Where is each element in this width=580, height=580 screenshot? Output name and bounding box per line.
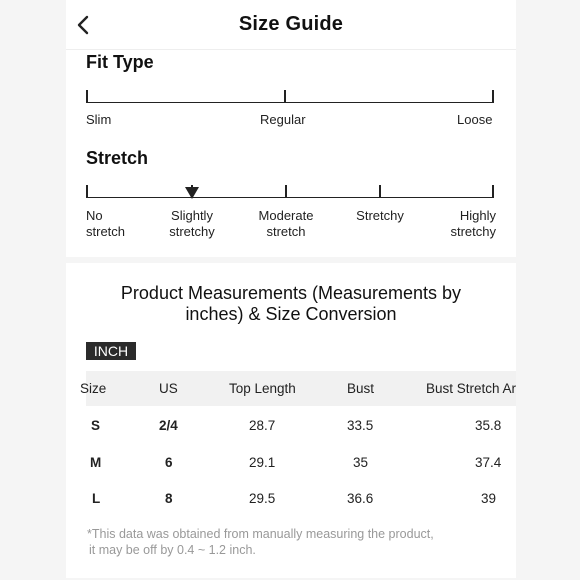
stretch-option-line: stretch	[86, 224, 126, 239]
table-cell-top-length: 29.5	[249, 491, 276, 506]
table-cell-bust: 35	[353, 455, 369, 470]
measurement-disclaimer	[87, 526, 434, 558]
fit-type-tick	[284, 90, 286, 103]
fit-type-scale-line	[86, 102, 494, 104]
header-divider	[66, 49, 516, 50]
table-cell-top-length: 29.1	[249, 455, 276, 470]
stretch-option-no-stretch	[86, 208, 125, 240]
stretch-tick	[492, 185, 494, 198]
stretch-tick	[191, 185, 193, 198]
table-cell-size: L	[92, 491, 101, 506]
stretch-option-moderate-stretch	[251, 208, 321, 240]
stretch-option-line: Stretchy	[356, 208, 404, 223]
stretch-option-stretchy	[350, 208, 410, 224]
fit-type-tick	[492, 90, 494, 103]
table-cell-bust-stretch: 35.8	[475, 418, 502, 433]
stretch-heading: Stretch	[86, 148, 149, 168]
size-table	[80, 371, 517, 516]
unit-inch-tag[interactable]: INCH	[86, 342, 136, 360]
stretch-option-line: stretch	[266, 224, 306, 239]
stretch-scale-line	[86, 197, 494, 199]
fit-option-slim: Slim	[86, 112, 112, 127]
disclaimer-line: it may be off by 0.4 ~ 1.2 inch.	[89, 543, 256, 557]
stretch-tick	[285, 185, 287, 198]
fit-type-scale	[86, 89, 494, 103]
column-header-us: US	[159, 381, 178, 396]
table-cell-us: 6	[165, 455, 173, 470]
column-header-top-length: Top Length	[229, 381, 296, 396]
table-cell-bust: 33.5	[347, 418, 374, 433]
stretch-option-highly-stretchy	[434, 208, 496, 240]
fit-type-heading: Fit Type	[86, 52, 154, 72]
table-cell-bust-stretch: 37.4	[475, 455, 502, 470]
table-cell-size: S	[91, 418, 101, 433]
table-cell-size: M	[90, 455, 102, 470]
table-cell-top-length: 28.7	[249, 418, 276, 433]
disclaimer-line: *This data was obtained from manually measuring the product,	[87, 527, 434, 541]
stretch-option-line: No	[86, 208, 103, 223]
measurements-title	[66, 283, 516, 325]
fit-option-loose: Loose	[457, 112, 493, 127]
column-header-size: Size	[80, 381, 107, 396]
table-header-row	[80, 371, 517, 406]
stretch-option-slightly-stretchy	[160, 208, 224, 240]
stretch-option-line: Moderate	[258, 208, 314, 223]
table-cell-bust-stretch: 39	[481, 491, 497, 506]
page-title: Size Guide	[238, 13, 344, 35]
stretch-option-line: stretchy	[169, 224, 215, 239]
stretch-scale	[86, 184, 494, 198]
table-cell-bust: 36.6	[347, 491, 374, 506]
stretch-option-line: Slightly	[171, 208, 213, 223]
stretch-tick	[379, 185, 381, 198]
table-cell-us: 2/4	[159, 418, 178, 433]
measurements-title-line: Product Measurements (Measurements by	[120, 283, 462, 303]
fit-option-regular: Regular	[260, 112, 306, 127]
measurements-title-line: inches) & Size Conversion	[185, 304, 397, 324]
column-header-bust-stretch: Bust Stretch Ar	[426, 381, 517, 396]
stretch-option-line: Highly	[459, 208, 496, 223]
column-header-bust: Bust	[347, 381, 375, 396]
stretch-option-line: stretchy	[450, 224, 496, 239]
stretch-tick	[86, 185, 88, 198]
fit-type-tick	[86, 90, 88, 103]
table-cell-us: 8	[165, 491, 173, 506]
